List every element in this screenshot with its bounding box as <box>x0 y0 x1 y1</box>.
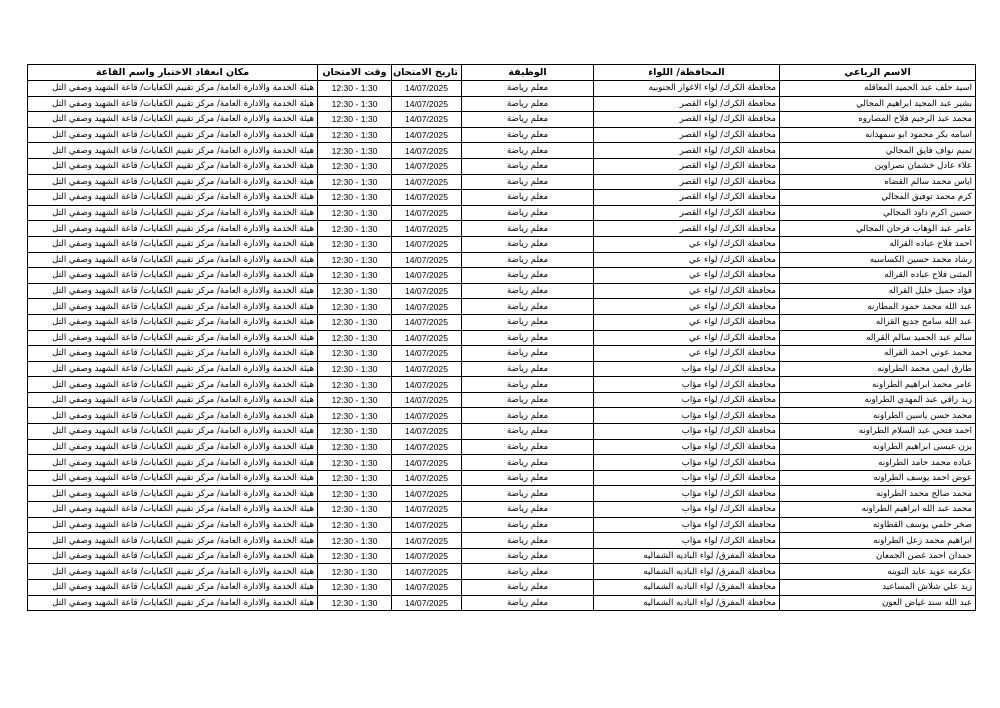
cell-governorate: محافظة الكرك/ لواء عي <box>594 252 780 268</box>
cell-job: معلم رياضة <box>462 361 594 377</box>
cell-governorate: محافظة الكرك/ لواء عي <box>594 236 780 252</box>
table-row <box>28 283 976 299</box>
cell-governorate: محافظة الكرك/ لواء عي <box>594 283 780 299</box>
cell-governorate: محافظة المفرق/ لواء الباديه الشماليه <box>594 564 780 580</box>
cell-venue: هيئة الخدمة والادارة العامة/ مركز تقييم الكفايات/ قاعة الشهيد وصفي التل <box>28 112 318 128</box>
cell-name: عبد الله سند غياض العون <box>780 595 976 611</box>
cell-time: 12:30 - 1:30 <box>318 595 392 611</box>
table-row <box>28 143 976 159</box>
cell-job: معلم رياضة <box>462 439 594 455</box>
cell-date: 14/07/2025 <box>392 268 462 284</box>
cell-date: 14/07/2025 <box>392 81 462 97</box>
table-row <box>28 221 976 237</box>
cell-governorate: محافظة الكرك/ لواء القصر <box>594 190 780 206</box>
cell-time: 12:30 - 1:30 <box>318 112 392 128</box>
cell-date: 14/07/2025 <box>392 205 462 221</box>
cell-date: 14/07/2025 <box>392 564 462 580</box>
cell-venue: هيئة الخدمة والادارة العامة/ مركز تقييم الكفايات/ قاعة الشهيد وصفي التل <box>28 96 318 112</box>
cell-venue: هيئة الخدمة والادارة العامة/ مركز تقييم الكفايات/ قاعة الشهيد وصفي التل <box>28 580 318 596</box>
cell-governorate: محافظة الكرك/ لواء مؤاب <box>594 486 780 502</box>
cell-time: 12:30 - 1:30 <box>318 346 392 362</box>
cell-time: 12:30 - 1:30 <box>318 143 392 159</box>
cell-name: محمد عبد الله ابراهيم الطراونه <box>780 502 976 518</box>
cell-venue: هيئة الخدمة والادارة العامة/ مركز تقييم الكفايات/ قاعة الشهيد وصفي التل <box>28 205 318 221</box>
cell-name: صخر حلمي يوسف القطاونه <box>780 517 976 533</box>
cell-time: 12:30 - 1:30 <box>318 424 392 440</box>
cell-time: 12:30 - 1:30 <box>318 361 392 377</box>
cell-date: 14/07/2025 <box>392 252 462 268</box>
table-header-row <box>28 65 976 81</box>
cell-name: اسيد خلف عبد الحميد المعاقله <box>780 81 976 97</box>
cell-job: معلم رياضة <box>462 236 594 252</box>
exam-schedule-sheet <box>27 64 975 611</box>
cell-venue: هيئة الخدمة والادارة العامة/ مركز تقييم الكفايات/ قاعة الشهيد وصفي التل <box>28 455 318 471</box>
cell-name: احمد فتحي عبد السلام الطراونه <box>780 424 976 440</box>
cell-date: 14/07/2025 <box>392 548 462 564</box>
cell-time: 12:30 - 1:30 <box>318 283 392 299</box>
cell-governorate: محافظة الكرك/ لواء الاغوار الجنوبيه <box>594 81 780 97</box>
cell-date: 14/07/2025 <box>392 486 462 502</box>
cell-date: 14/07/2025 <box>392 392 462 408</box>
cell-venue: هيئة الخدمة والادارة العامة/ مركز تقييم الكفايات/ قاعة الشهيد وصفي التل <box>28 283 318 299</box>
cell-job: معلم رياضة <box>462 190 594 206</box>
table-row <box>28 486 976 502</box>
cell-job: معلم رياضة <box>462 96 594 112</box>
cell-time: 12:30 - 1:30 <box>318 330 392 346</box>
cell-date: 14/07/2025 <box>392 127 462 143</box>
cell-governorate: محافظة المفرق/ لواء الباديه الشماليه <box>594 595 780 611</box>
table-row <box>28 127 976 143</box>
cell-governorate: محافظة الكرك/ لواء القصر <box>594 158 780 174</box>
cell-governorate: محافظة الكرك/ لواء مؤاب <box>594 408 780 424</box>
cell-name: احمد فلاح عباده القراله <box>780 236 976 252</box>
cell-date: 14/07/2025 <box>392 408 462 424</box>
cell-governorate: محافظة الكرك/ لواء القصر <box>594 112 780 128</box>
table-row <box>28 81 976 97</box>
cell-time: 12:30 - 1:30 <box>318 408 392 424</box>
cell-time: 12:30 - 1:30 <box>318 158 392 174</box>
cell-name: فؤاد جميل خليل القراله <box>780 283 976 299</box>
cell-name: عكرمه عويد عايد التوينه <box>780 564 976 580</box>
cell-venue: هيئة الخدمة والادارة العامة/ مركز تقييم الكفايات/ قاعة الشهيد وصفي التل <box>28 533 318 549</box>
cell-job: معلم رياضة <box>462 424 594 440</box>
cell-venue: هيئة الخدمة والادارة العامة/ مركز تقييم الكفايات/ قاعة الشهيد وصفي التل <box>28 174 318 190</box>
cell-date: 14/07/2025 <box>392 361 462 377</box>
table-row <box>28 502 976 518</box>
cell-venue: هيئة الخدمة والادارة العامة/ مركز تقييم الكفايات/ قاعة الشهيد وصفي التل <box>28 424 318 440</box>
cell-date: 14/07/2025 <box>392 221 462 237</box>
cell-job: معلم رياضة <box>462 221 594 237</box>
table-row <box>28 548 976 564</box>
cell-venue: هيئة الخدمة والادارة العامة/ مركز تقييم الكفايات/ قاعة الشهيد وصفي التل <box>28 299 318 315</box>
table-row <box>28 564 976 580</box>
cell-governorate: محافظة الكرك/ لواء مؤاب <box>594 470 780 486</box>
table-row <box>28 595 976 611</box>
cell-name: زيد علي شلاش المساعيد <box>780 580 976 596</box>
cell-governorate: محافظة الكرك/ لواء القصر <box>594 174 780 190</box>
cell-date: 14/07/2025 <box>392 533 462 549</box>
header-venue: مكان انعقاد الاختبار واسم القاعة <box>28 65 318 81</box>
cell-name: حسين اكرم داود المجالي <box>780 205 976 221</box>
table-row <box>28 439 976 455</box>
table-row <box>28 112 976 128</box>
cell-date: 14/07/2025 <box>392 158 462 174</box>
cell-time: 12:30 - 1:30 <box>318 439 392 455</box>
cell-time: 12:30 - 1:30 <box>318 564 392 580</box>
cell-name: محمد عبد الرحيم فلاح المصاروه <box>780 112 976 128</box>
cell-date: 14/07/2025 <box>392 330 462 346</box>
cell-job: معلم رياضة <box>462 268 594 284</box>
table-row <box>28 252 976 268</box>
cell-venue: هيئة الخدمة والادارة العامة/ مركز تقييم الكفايات/ قاعة الشهيد وصفي التل <box>28 81 318 97</box>
table-row <box>28 205 976 221</box>
cell-date: 14/07/2025 <box>392 96 462 112</box>
cell-job: معلم رياضة <box>462 283 594 299</box>
cell-name: حمدان احمد غصن الجمعان <box>780 548 976 564</box>
cell-governorate: محافظة المفرق/ لواء الباديه الشماليه <box>594 548 780 564</box>
cell-job: معلم رياضة <box>462 81 594 97</box>
cell-job: معلم رياضة <box>462 455 594 471</box>
cell-time: 12:30 - 1:30 <box>318 502 392 518</box>
header-governorate: المحافظة/ اللواء <box>594 65 780 81</box>
cell-job: معلم رياضة <box>462 564 594 580</box>
cell-job: معلم رياضة <box>462 580 594 596</box>
cell-job: معلم رياضة <box>462 314 594 330</box>
cell-job: معلم رياضة <box>462 174 594 190</box>
cell-governorate: محافظة الكرك/ لواء القصر <box>594 96 780 112</box>
cell-name: تميم نواف فايق المجالي <box>780 143 976 159</box>
table-row <box>28 377 976 393</box>
cell-job: معلم رياضة <box>462 143 594 159</box>
cell-venue: هيئة الخدمة والادارة العامة/ مركز تقييم الكفايات/ قاعة الشهيد وصفي التل <box>28 236 318 252</box>
cell-name: محمد صالح محمد الطراونه <box>780 486 976 502</box>
cell-name: اياس محمد سالم القضاه <box>780 174 976 190</box>
table-row <box>28 580 976 596</box>
cell-venue: هيئة الخدمة والادارة العامة/ مركز تقييم الكفايات/ قاعة الشهيد وصفي التل <box>28 330 318 346</box>
cell-job: معلم رياضة <box>462 548 594 564</box>
cell-job: معلم رياضة <box>462 486 594 502</box>
cell-date: 14/07/2025 <box>392 190 462 206</box>
cell-date: 14/07/2025 <box>392 346 462 362</box>
cell-venue: هيئة الخدمة والادارة العامة/ مركز تقييم الكفايات/ قاعة الشهيد وصفي التل <box>28 361 318 377</box>
cell-job: معلم رياضة <box>462 127 594 143</box>
cell-date: 14/07/2025 <box>392 299 462 315</box>
cell-date: 14/07/2025 <box>392 470 462 486</box>
header-time: وقت الامتحان <box>318 65 392 81</box>
table-row <box>28 470 976 486</box>
cell-date: 14/07/2025 <box>392 502 462 518</box>
table-row <box>28 268 976 284</box>
table-row <box>28 392 976 408</box>
cell-date: 14/07/2025 <box>392 439 462 455</box>
cell-venue: هيئة الخدمة والادارة العامة/ مركز تقييم الكفايات/ قاعة الشهيد وصفي التل <box>28 502 318 518</box>
cell-date: 14/07/2025 <box>392 174 462 190</box>
cell-date: 14/07/2025 <box>392 377 462 393</box>
table-body <box>28 81 976 611</box>
cell-time: 12:30 - 1:30 <box>318 486 392 502</box>
table-row <box>28 236 976 252</box>
cell-job: معلم رياضة <box>462 346 594 362</box>
cell-name: اسامه بكر محمود ابو سمهدانه <box>780 127 976 143</box>
table-row <box>28 361 976 377</box>
cell-time: 12:30 - 1:30 <box>318 236 392 252</box>
cell-governorate: محافظة الكرك/ لواء القصر <box>594 221 780 237</box>
cell-job: معلم رياضة <box>462 502 594 518</box>
cell-governorate: محافظة الكرك/ لواء مؤاب <box>594 502 780 518</box>
cell-governorate: محافظة المفرق/ لواء الباديه الشماليه <box>594 580 780 596</box>
cell-time: 12:30 - 1:30 <box>318 221 392 237</box>
table-row <box>28 190 976 206</box>
cell-time: 12:30 - 1:30 <box>318 314 392 330</box>
cell-venue: هيئة الخدمة والادارة العامة/ مركز تقييم الكفايات/ قاعة الشهيد وصفي التل <box>28 221 318 237</box>
cell-time: 12:30 - 1:30 <box>318 81 392 97</box>
cell-job: معلم رياضة <box>462 595 594 611</box>
cell-governorate: محافظة الكرك/ لواء عي <box>594 299 780 315</box>
table-row <box>28 158 976 174</box>
cell-time: 12:30 - 1:30 <box>318 392 392 408</box>
cell-venue: هيئة الخدمة والادارة العامة/ مركز تقييم الكفايات/ قاعة الشهيد وصفي التل <box>28 190 318 206</box>
cell-job: معلم رياضة <box>462 517 594 533</box>
cell-governorate: محافظة الكرك/ لواء مؤاب <box>594 424 780 440</box>
header-date: تاريخ الامتحان <box>392 65 462 81</box>
cell-date: 14/07/2025 <box>392 283 462 299</box>
cell-job: معلم رياضة <box>462 158 594 174</box>
cell-name: زيد راقي عبد المهدي الطراونه <box>780 392 976 408</box>
cell-governorate: محافظة الكرك/ لواء مؤاب <box>594 533 780 549</box>
header-job: الوظيفة <box>462 65 594 81</box>
cell-venue: هيئة الخدمة والادارة العامة/ مركز تقييم الكفايات/ قاعة الشهيد وصفي التل <box>28 127 318 143</box>
cell-governorate: محافظة الكرك/ لواء عي <box>594 268 780 284</box>
cell-name: ابراهيم محمد زعل الطراونه <box>780 533 976 549</box>
cell-job: معلم رياضة <box>462 392 594 408</box>
cell-name: طارق ايمن محمد الطراونه <box>780 361 976 377</box>
cell-time: 12:30 - 1:30 <box>318 268 392 284</box>
cell-venue: هيئة الخدمة والادارة العامة/ مركز تقييم الكفايات/ قاعة الشهيد وصفي التل <box>28 548 318 564</box>
cell-governorate: محافظة الكرك/ لواء مؤاب <box>594 517 780 533</box>
cell-job: معلم رياضة <box>462 470 594 486</box>
cell-venue: هيئة الخدمة والادارة العامة/ مركز تقييم الكفايات/ قاعة الشهيد وصفي التل <box>28 392 318 408</box>
cell-venue: هيئة الخدمة والادارة العامة/ مركز تقييم الكفايات/ قاعة الشهيد وصفي التل <box>28 314 318 330</box>
cell-time: 12:30 - 1:30 <box>318 548 392 564</box>
cell-time: 12:30 - 1:30 <box>318 174 392 190</box>
table-row <box>28 408 976 424</box>
cell-governorate: محافظة الكرك/ لواء مؤاب <box>594 455 780 471</box>
header-name: الاسم الرباعي <box>780 65 976 81</box>
cell-job: معلم رياضة <box>462 377 594 393</box>
cell-venue: هيئة الخدمة والادارة العامة/ مركز تقييم الكفايات/ قاعة الشهيد وصفي التل <box>28 408 318 424</box>
table-row <box>28 330 976 346</box>
cell-name: عباده محمد حامد الطراونه <box>780 455 976 471</box>
cell-time: 12:30 - 1:30 <box>318 252 392 268</box>
cell-job: معلم رياضة <box>462 112 594 128</box>
table-row <box>28 533 976 549</box>
candidates-table <box>27 64 976 611</box>
cell-governorate: محافظة الكرك/ لواء عي <box>594 346 780 362</box>
cell-name: كرم محمد توفيق المجالي <box>780 190 976 206</box>
cell-date: 14/07/2025 <box>392 595 462 611</box>
cell-job: معلم رياضة <box>462 299 594 315</box>
cell-name: عوض احمد يوسف الطراونه <box>780 470 976 486</box>
cell-name: محمد حسن ياسين الطراونه <box>780 408 976 424</box>
cell-time: 12:30 - 1:30 <box>318 299 392 315</box>
cell-job: معلم رياضة <box>462 533 594 549</box>
cell-name: سالم عبد الحميد سالم القراله <box>780 330 976 346</box>
cell-governorate: محافظة الكرك/ لواء القصر <box>594 127 780 143</box>
cell-name: عبد الله محمد حمود المطارنه <box>780 299 976 315</box>
cell-venue: هيئة الخدمة والادارة العامة/ مركز تقييم الكفايات/ قاعة الشهيد وصفي التل <box>28 377 318 393</box>
cell-name: عبد الله سامح جديع القراله <box>780 314 976 330</box>
cell-name: علاء عادل خشمان نصراوين <box>780 158 976 174</box>
cell-name: عامر محمد ابراهيم الطراونه <box>780 377 976 393</box>
cell-venue: هيئة الخدمة والادارة العامة/ مركز تقييم الكفايات/ قاعة الشهيد وصفي التل <box>28 439 318 455</box>
cell-name: رشاد محمد حسين الكساسبه <box>780 252 976 268</box>
cell-time: 12:30 - 1:30 <box>318 455 392 471</box>
cell-time: 12:30 - 1:30 <box>318 96 392 112</box>
cell-venue: هيئة الخدمة والادارة العامة/ مركز تقييم الكفايات/ قاعة الشهيد وصفي التل <box>28 346 318 362</box>
cell-time: 12:30 - 1:30 <box>318 580 392 596</box>
table-row <box>28 299 976 315</box>
cell-job: معلم رياضة <box>462 408 594 424</box>
cell-governorate: محافظة الكرك/ لواء القصر <box>594 143 780 159</box>
cell-job: معلم رياضة <box>462 330 594 346</box>
cell-date: 14/07/2025 <box>392 580 462 596</box>
cell-governorate: محافظة الكرك/ لواء مؤاب <box>594 392 780 408</box>
cell-venue: هيئة الخدمة والادارة العامة/ مركز تقييم الكفايات/ قاعة الشهيد وصفي التل <box>28 252 318 268</box>
cell-venue: هيئة الخدمة والادارة العامة/ مركز تقييم الكفايات/ قاعة الشهيد وصفي التل <box>28 517 318 533</box>
cell-time: 12:30 - 1:30 <box>318 190 392 206</box>
cell-date: 14/07/2025 <box>392 424 462 440</box>
cell-time: 12:30 - 1:30 <box>318 377 392 393</box>
cell-venue: هيئة الخدمة والادارة العامة/ مركز تقييم الكفايات/ قاعة الشهيد وصفي التل <box>28 158 318 174</box>
cell-date: 14/07/2025 <box>392 314 462 330</box>
cell-date: 14/07/2025 <box>392 236 462 252</box>
cell-time: 12:30 - 1:30 <box>318 533 392 549</box>
table-row <box>28 346 976 362</box>
cell-name: المثنى فلاح عباده القراله <box>780 268 976 284</box>
table-row <box>28 517 976 533</box>
cell-governorate: محافظة الكرك/ لواء مؤاب <box>594 361 780 377</box>
table-row <box>28 314 976 330</box>
cell-job: معلم رياضة <box>462 205 594 221</box>
cell-date: 14/07/2025 <box>392 455 462 471</box>
cell-job: معلم رياضة <box>462 252 594 268</box>
cell-venue: هيئة الخدمة والادارة العامة/ مركز تقييم الكفايات/ قاعة الشهيد وصفي التل <box>28 470 318 486</box>
cell-name: بشير عبد المجيد ابراهيم المجالي <box>780 96 976 112</box>
cell-governorate: محافظة الكرك/ لواء القصر <box>594 205 780 221</box>
cell-venue: هيئة الخدمة والادارة العامة/ مركز تقييم الكفايات/ قاعة الشهيد وصفي التل <box>28 268 318 284</box>
cell-venue: هيئة الخدمة والادارة العامة/ مركز تقييم الكفايات/ قاعة الشهيد وصفي التل <box>28 486 318 502</box>
table-row <box>28 96 976 112</box>
cell-name: محمد عوني احمد القراله <box>780 346 976 362</box>
cell-time: 12:30 - 1:30 <box>318 127 392 143</box>
cell-venue: هيئة الخدمة والادارة العامة/ مركز تقييم الكفايات/ قاعة الشهيد وصفي التل <box>28 595 318 611</box>
cell-name: عامر عبد الوهاب فرحان المجالي <box>780 221 976 237</box>
cell-name: يزن عيسى ابراهيم الطراونه <box>780 439 976 455</box>
cell-governorate: محافظة الكرك/ لواء مؤاب <box>594 377 780 393</box>
cell-governorate: محافظة الكرك/ لواء مؤاب <box>594 439 780 455</box>
cell-date: 14/07/2025 <box>392 143 462 159</box>
cell-date: 14/07/2025 <box>392 517 462 533</box>
table-row <box>28 424 976 440</box>
cell-date: 14/07/2025 <box>392 112 462 128</box>
table-row <box>28 455 976 471</box>
cell-governorate: محافظة الكرك/ لواء عي <box>594 314 780 330</box>
cell-venue: هيئة الخدمة والادارة العامة/ مركز تقييم الكفايات/ قاعة الشهيد وصفي التل <box>28 143 318 159</box>
cell-governorate: محافظة الكرك/ لواء عي <box>594 330 780 346</box>
cell-venue: هيئة الخدمة والادارة العامة/ مركز تقييم الكفايات/ قاعة الشهيد وصفي التل <box>28 564 318 580</box>
cell-time: 12:30 - 1:30 <box>318 517 392 533</box>
table-row <box>28 174 976 190</box>
cell-time: 12:30 - 1:30 <box>318 470 392 486</box>
cell-time: 12:30 - 1:30 <box>318 205 392 221</box>
